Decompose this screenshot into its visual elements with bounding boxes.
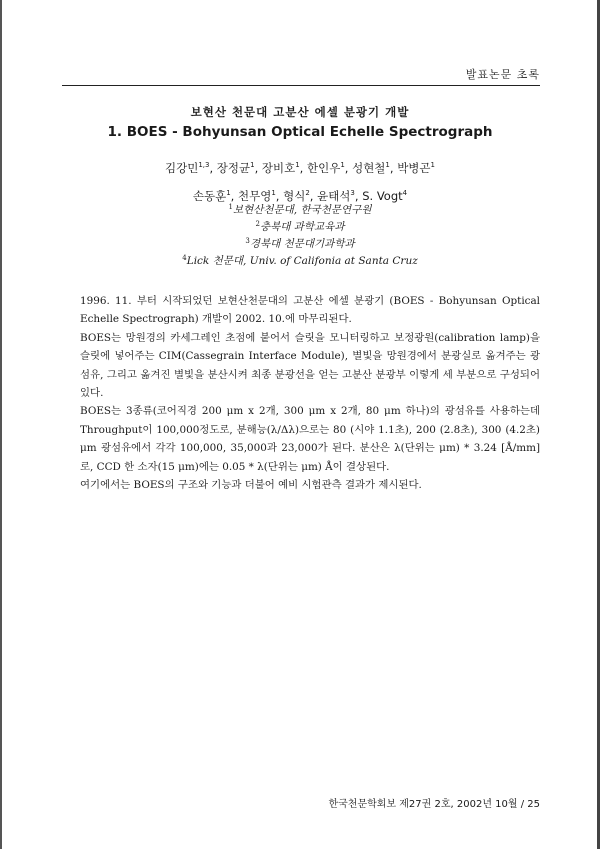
author-name-text: 장비호	[261, 161, 296, 175]
author-affiliation-mark: 1,3	[198, 161, 210, 169]
author-name-text: 김강민	[164, 161, 199, 175]
affiliation-line	[0, 202, 600, 219]
author-name	[283, 189, 310, 203]
author-name	[165, 161, 209, 175]
affiliation-number: 2	[255, 220, 260, 228]
author-separator: ,	[254, 161, 262, 175]
affiliation-text: Lick 천문대, Univ. of Califonia at Santa Cruz	[186, 255, 418, 267]
author-affiliation-mark: 3	[350, 189, 355, 197]
author-name	[193, 189, 231, 203]
author-name	[352, 161, 390, 175]
author-name-text: S. Vogt	[362, 189, 403, 203]
author-name-text: 성현철	[352, 161, 386, 175]
footer-citation: 한국천문학회보 제27권 2호, 2002년 10월 / 25	[328, 799, 540, 810]
abstract-paragraph: 1996. 11. 부터 시작되었던 보현산천문대의 고분산 에셀 분광기 (BOES - Bohyunsan Optical Echelle Spectrograph) 개발이 2002. 10.에 마무리된다.	[80, 295, 540, 326]
abstract-paragraph: 여기에서는 BOES의 구조와 기능과 더불어 예비 시험관측 결과가 제시된다.	[80, 479, 422, 492]
author-affiliation-mark: 1	[340, 161, 345, 169]
author-name	[362, 189, 407, 203]
author-separator: ,	[209, 161, 217, 175]
author-name-text: 천무영	[237, 189, 272, 203]
author-affiliation-mark: 2	[305, 189, 310, 197]
author-separator: ,	[354, 189, 363, 203]
abstract-body	[80, 292, 540, 494]
author-affiliation-mark: 1	[226, 189, 231, 197]
author-affiliation-mark: 1	[385, 161, 390, 169]
author-line-1	[0, 154, 600, 182]
author-name-text: 장정균	[216, 161, 251, 175]
affiliation-list	[0, 202, 600, 270]
affiliation-number: 1	[228, 203, 233, 211]
affiliation-text: 보현산천문대, 한국천문연구원	[232, 204, 372, 216]
author-separator: ,	[309, 189, 318, 203]
author-name-text: 손동훈	[192, 189, 227, 203]
author-separator: ,	[275, 189, 284, 203]
author-name-text: 윤태석	[317, 189, 351, 203]
author-affiliation-mark: 1	[271, 189, 276, 197]
title-english: 1. BOES - Bohyunsan Optical Echelle Spectrograph	[107, 124, 493, 140]
title-korean: 보현산 천문대 고분산 에셀 분광기 개발	[190, 105, 410, 119]
author-affiliation-mark: 1	[430, 161, 435, 169]
author-separator: ,	[230, 189, 238, 203]
author-name	[307, 161, 345, 175]
author-separator: ,	[389, 161, 398, 175]
author-name	[397, 161, 435, 175]
author-name-text: 박병곤	[397, 161, 431, 175]
affiliation-line	[0, 253, 600, 270]
author-name	[217, 161, 255, 175]
abstract-paragraph: BOES는 3종류(코어직경 200 μm x 2개, 300 μm x 2개, 80 μm 하나)의 광섬유를 사용하는데 Throughput이 100,000정도로, 분해능(λ/Δλ)으로는 80 (시야 1.1초), 200 (2.8초), 300 (4.2초) μm 광섬유에서 각각 100,000, 35,000과 23,000가 된다. 분산은 λ(단위는 μm) * 3.24 [Å/mm] 로, CCD 한 소자(15 μm)에는 0.05 * λ(단위는 μm) Å이 결상된다.	[80, 405, 540, 473]
author-name-text: 형식	[283, 189, 306, 203]
author-separator: ,	[299, 161, 307, 175]
author-affiliation-mark: 1	[250, 161, 255, 169]
affiliation-line	[0, 219, 600, 236]
author-affiliation-mark: 4	[402, 189, 408, 197]
affiliation-text: 충북대 과학교육과	[259, 221, 345, 233]
author-name-text: 한인우	[306, 161, 341, 175]
affiliation-line	[0, 236, 600, 253]
author-affiliation-mark: 1	[295, 161, 300, 169]
author-name	[262, 161, 300, 175]
affiliation-text: 경북대 천문대기과학과	[249, 238, 355, 250]
author-name	[238, 189, 276, 203]
affiliation-number: 3	[245, 237, 250, 245]
section-header: 발표논문 초록	[465, 68, 540, 81]
abstract-paragraph: BOES는 망원경의 카세그레인 초점에 붙어서 슬릿을 모니터링하고 보정광원(calibration lamp)을 슬릿에 넣어주는 CIM(Cassegrain Interface Module), 별빛을 망원경에서 분광실로 옮겨주는 광섬유, 그리고 옮겨진 별빛을 분산시켜 최종 분광선을 얻는 고분산 분광부 이렇게 세 부분으로 구성되어 있다.	[80, 331, 540, 400]
author-name	[317, 189, 355, 203]
affiliation-number: 4	[182, 254, 187, 262]
header-divider	[62, 85, 540, 86]
author-separator: ,	[344, 161, 353, 175]
